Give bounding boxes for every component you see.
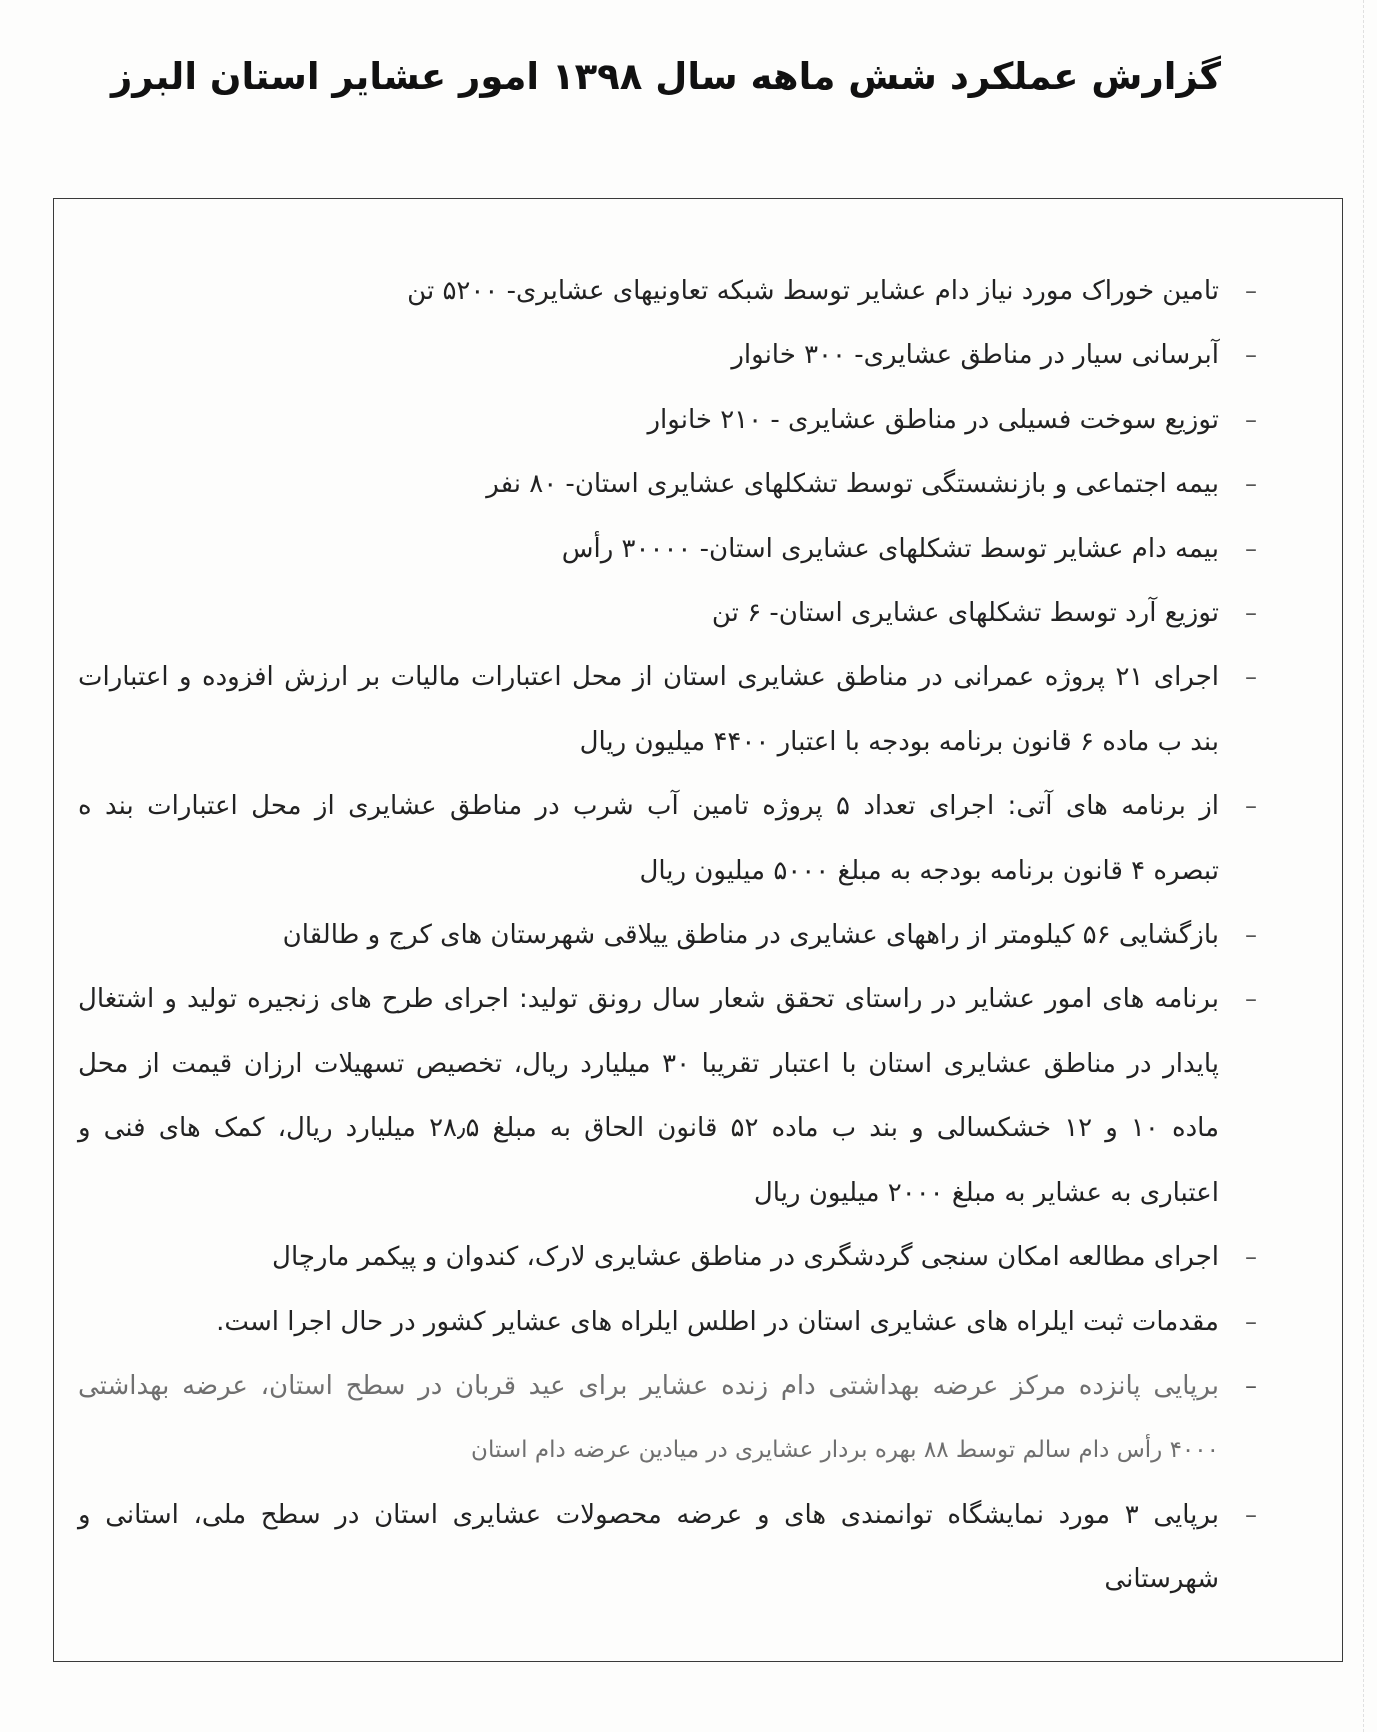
dash-bullet-icon: – — [1245, 663, 1257, 692]
report-item — [78, 774, 1257, 903]
dash-bullet-icon: – — [1245, 1243, 1257, 1272]
report-item — [78, 903, 1257, 967]
report-item — [78, 1354, 1257, 1483]
item-text-line: از برنامه های آتی: اجرای تعداد ۵ پروژه تامین آب شرب در مناطق عشایری از محل اعتبارات بند ه — [78, 791, 1219, 822]
dash-bullet-icon: – — [1245, 1371, 1257, 1400]
item-text-line: شهرستانی — [1104, 1564, 1219, 1595]
dash-bullet-icon: – — [1245, 277, 1257, 305]
report-item — [78, 452, 1257, 516]
item-text-line: مقدمات ثبت ایلراه های عشایری استان در اطلس ایلراه های عشایر کشور در حال اجرا است. — [216, 1306, 1219, 1337]
dash-bullet-icon: – — [1245, 534, 1257, 563]
dash-bullet-icon: – — [1245, 921, 1257, 950]
item-text-line: بیمه دام عشایر توسط تشکلهای عشایری استان- ۳۰۰۰۰ رأس — [561, 533, 1219, 564]
item-text-line: تامین خوراک مورد نیاز دام عشایر توسط شبکه تعاونیهای عشایری- ۵۲۰۰ تن — [407, 276, 1219, 306]
dash-bullet-icon: – — [1245, 792, 1257, 821]
dash-bullet-icon: – — [1245, 341, 1257, 370]
item-text-line: توزیع آرد توسط تشکلهای عشایری استان- ۶ تن — [711, 598, 1219, 629]
item-text-line: برنامه های امور عشایر در راستای تحقق شعار سال رونق تولید: اجرای طرح های زنجیره تولید و اشتغال — [78, 984, 1219, 1015]
item-text-line: بازگشایی ۵۶ کیلومتر از راههای عشایری در مناطق ییلاقی شهرستان های کرج و طالقان — [282, 920, 1219, 951]
report-item — [78, 517, 1257, 581]
dash-bullet-icon: – — [1245, 985, 1257, 1014]
scan-edge-line — [1363, 0, 1364, 1732]
report-item — [78, 388, 1257, 452]
item-text-line: آبرسانی سیار در مناطق عشایری- ۳۰۰ خانوار — [731, 340, 1219, 371]
item-text-line: اجرای ۲۱ پروژه عمرانی در مناطق عشایری استان از محل اعتبارات مالیات بر ارزش افزوده و اعتبارات — [78, 662, 1219, 693]
item-text-line: پایدار در مناطق عشایری استان با اعتبار تقریبا ۳۰ میلیارد ریال، تخصیص تسهیلات ارزان قیمت از محل — [78, 1048, 1219, 1079]
report-item — [78, 581, 1257, 645]
item-text-line: اعتباری به عشایر به مبلغ ۲۰۰۰ میلیون ریال — [753, 1177, 1219, 1208]
item-text-line: ۴۰۰۰ رأس دام سالم توسط ۸۸ بهره بردار عشایری در میادین عرضه دام استان — [471, 1437, 1219, 1464]
item-text-line: برپایی پانزده مرکز عرضه بهداشتی دام زنده عشایر برای عید قربان در سطح استان، عرضه بهداشتی — [78, 1370, 1219, 1401]
report-item — [78, 1483, 1257, 1612]
dash-bullet-icon: – — [1245, 405, 1257, 434]
report-list — [78, 259, 1257, 1612]
dash-bullet-icon: – — [1245, 470, 1257, 499]
item-text-line: بند ب ماده ۶ قانون برنامه بودجه با اعتبار ۴۴۰۰ میلیون ریال — [579, 726, 1219, 757]
report-item — [78, 259, 1257, 323]
item-text-line: بیمه اجتماعی و بازنشستگی توسط تشکلهای عشایری استان- ۸۰ نفر — [486, 469, 1219, 500]
report-item — [78, 645, 1257, 774]
report-title: گزارش عملکرد شش ماهه سال ۱۳۹۸ امور عشایر استان البرز — [111, 55, 1221, 98]
item-text-line: برپایی ۳ مورد نمایشگاه توانمندی های و عرضه محصولات عشایری استان در سطح ملی، استانی و — [78, 1499, 1219, 1530]
report-item — [78, 967, 1257, 1225]
report-item — [78, 323, 1257, 387]
item-text-line: ماده ۱۰ و ۱۲ خشکسالی و بند ب ماده ۵۲ قانون الحاق به مبلغ ۲۸٫۵ میلیارد ریال، کمک های فنی و — [78, 1113, 1219, 1144]
item-text-line: تبصره ۴ قانون برنامه بودجه به مبلغ ۵۰۰۰ میلیون ریال — [639, 855, 1219, 886]
report-item — [78, 1225, 1257, 1289]
dash-bullet-icon: – — [1245, 1500, 1257, 1529]
item-text-line: توزیع سوخت فسیلی در مناطق عشایری - ۲۱۰ خانوار — [647, 404, 1219, 435]
dash-bullet-icon: – — [1245, 599, 1257, 628]
report-item — [78, 1290, 1257, 1354]
report-box — [53, 198, 1343, 1662]
item-text-line: اجرای مطالعه امکان سنجی گردشگری در مناطق عشایری لارک، کندوان و پیکمر مارچال — [272, 1242, 1219, 1273]
dash-bullet-icon: – — [1245, 1307, 1257, 1336]
